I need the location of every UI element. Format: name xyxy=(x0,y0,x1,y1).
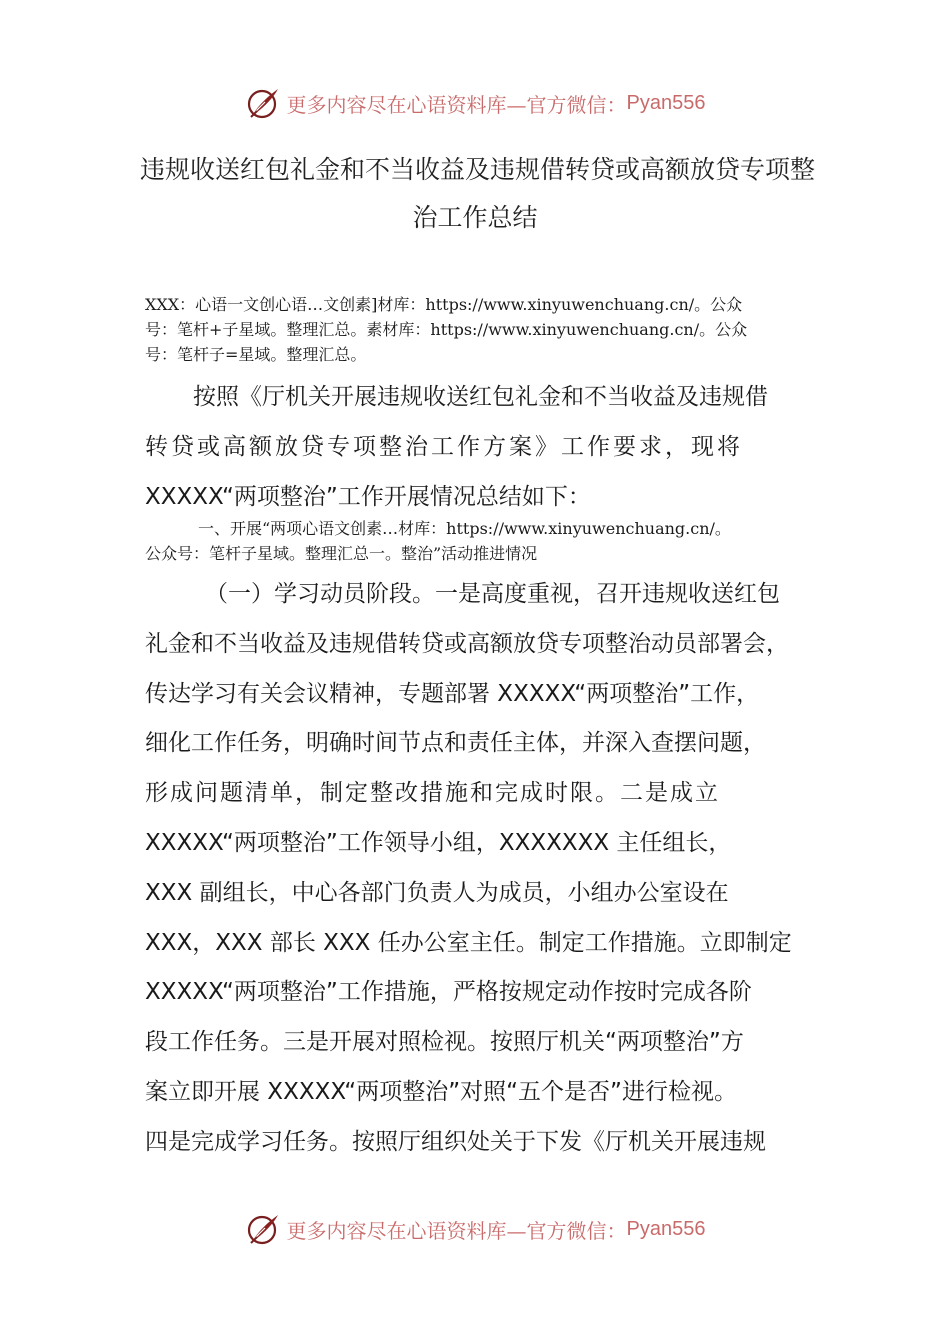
body-line: （一）学习动员阶段。一是高度重视，召开违规收送红包 xyxy=(205,581,780,607)
body-line: 案立即开展 XXXXX“两项整治”对照“五个是否”进行检视。 xyxy=(145,1078,737,1105)
intro-line: 按照《厅机关开展违规收送红包礼金和不当收益及违规借 xyxy=(193,384,768,410)
banner-handle: Pyan556 xyxy=(626,91,706,114)
section-heading xyxy=(145,516,810,566)
section-line: 一、开展“两项心语文创素…材库：https://www.xinyuwenchuang.cn/。 xyxy=(198,519,731,538)
footer-banner xyxy=(0,1207,950,1251)
title-line-1: 违规收送红包礼金和不当收益及违规借转贷或高额放贷专项整 xyxy=(140,155,816,184)
body-line: XXXXX“两项整治”工作领导小组，XXXXXXX 主任组长， xyxy=(145,829,732,856)
body-paragraph xyxy=(145,570,810,1168)
header-banner xyxy=(0,81,950,125)
quill-pen-logo-icon xyxy=(245,85,281,121)
body-line: 四是完成学习任务。按照厅组织处关于下发《厅机关开展违规 xyxy=(145,1128,766,1155)
body-line: 传达学习有关会议精神，专题部署 XXXXX“两项整治”工作， xyxy=(145,680,760,707)
intro-line: XXXXX“两项整治”工作开展情况总结如下： xyxy=(145,484,591,510)
banner-text: 更多内容尽在心语资料库—官方微信： xyxy=(286,92,627,117)
intro-line: 转贷或高额放贷专项整治工作方案》工作要求，现将 xyxy=(145,434,743,460)
body-line: 段工作任务。三是开展对照检视。按照厅机关“两项整治”方 xyxy=(145,1029,744,1056)
meta-line: 号：笔杆子=星域。整理汇总。 xyxy=(145,345,367,364)
meta-line: XXX：心语一文创心语…文创素]材库：https://www.xinyuwenchuang.cn/。公众 xyxy=(145,295,743,314)
banner-handle: Pyan556 xyxy=(626,1217,706,1240)
body-line: XXX，XXX 部长 XXX 任办公室主任。制定工作措施。立即制定 xyxy=(145,929,792,956)
document-title xyxy=(140,146,816,242)
meta-paragraph xyxy=(145,292,810,367)
section-line: 公众号：笔杆子星域。整理汇总一。整治”活动推进情况 xyxy=(145,544,538,563)
body-line: XXX 副组长，中心各部门负责人为成员，小组办公室设在 xyxy=(145,879,729,906)
body-line: 细化工作任务，明确时间节点和责任主体，并深入查摆问题， xyxy=(145,730,766,757)
banner-text: 更多内容尽在心语资料库—官方微信： xyxy=(286,1218,627,1243)
meta-line: 号：笔杆+子星域。整理汇总。素材库：https://www.xinyuwenchuang.cn/。公众 xyxy=(145,320,748,339)
body-line: XXXXX“两项整治”工作措施，严格按规定动作按时完成各阶 xyxy=(145,979,752,1006)
quill-pen-logo-icon xyxy=(245,1211,281,1247)
body-line: 形成问题清单，制定整改措施和完成时限。二是成立 xyxy=(145,780,720,807)
body-line: 礼金和不当收益及违规借转贷或高额放贷专项整治动员部署会， xyxy=(145,630,789,657)
title-line-2: 治工作总结 xyxy=(412,203,538,232)
intro-paragraph xyxy=(145,372,810,522)
